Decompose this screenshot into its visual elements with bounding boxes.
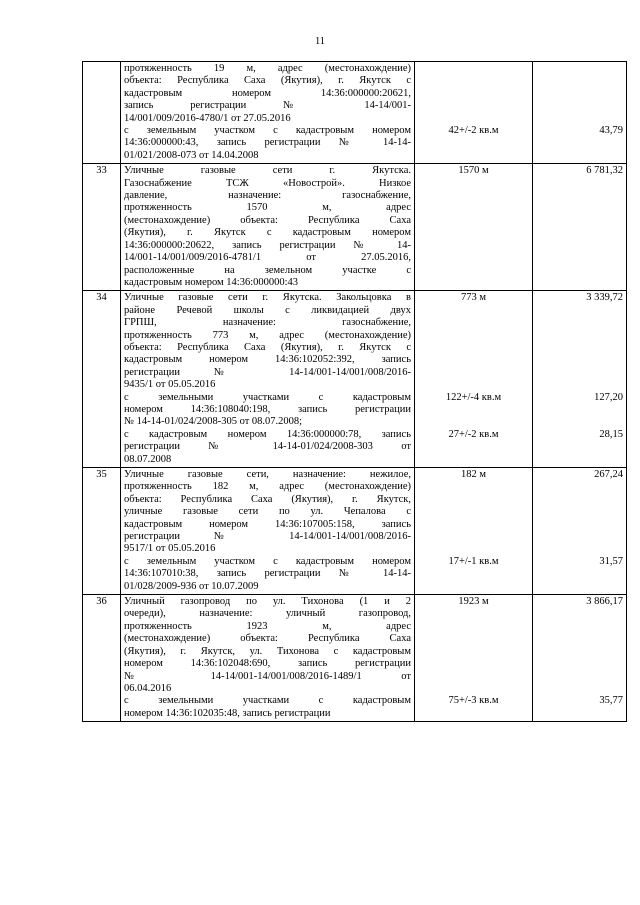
object-value: [533, 62, 627, 164]
description-line: протяженность 1923 м, адрес: [124, 620, 411, 632]
value-line: [536, 63, 623, 75]
object-value: [533, 291, 627, 468]
object-description: [121, 62, 415, 164]
object-description: [121, 164, 415, 291]
description-line: (Якутия), г. Якутск с кадастровым номером: [124, 227, 411, 239]
description-line: расположенные на земельном участке с: [124, 264, 411, 276]
value-line: 31,57: [599, 555, 623, 567]
extent-line: 1923 м: [458, 596, 489, 608]
extent-line: 122+/-4 кв.м: [445, 391, 502, 403]
description-part: [124, 596, 411, 695]
extent-line: 773 м: [460, 292, 487, 304]
table-body: [83, 62, 627, 722]
description-line: 14/001-14/001/009/2016-4781/1 от 27.05.2016,: [124, 252, 411, 264]
description-part: [124, 63, 411, 125]
table-row: [83, 164, 627, 291]
description-line: с земельными участками с кадастровым: [124, 695, 411, 707]
description-line: протяженность 773 м, адрес (местонахождение): [124, 329, 411, 341]
description-line: № 14-14/001-14/001/008/2016-1489/1 от: [124, 670, 411, 682]
description-line: протяженность 1570 м, адрес: [124, 202, 411, 214]
object-description: [121, 595, 415, 722]
description-line: объекта: Республика Саха (Якутия), г. Якутск,: [124, 493, 411, 505]
description-line: номером 14:36:108040:198, запись регистрации: [124, 403, 411, 415]
description-line: 01/021/2008-073 от 14.04.2008: [124, 149, 259, 161]
property-table: [82, 61, 627, 722]
description-line: кадастровым номером 14:36:000000:43: [124, 276, 299, 288]
description-line: 06.04.2016: [124, 682, 172, 694]
description-line: кадастровым номером 14:36:102052:392, запись: [124, 354, 411, 366]
description-line: регистрации № 14-14/001-14/001/008/2016-: [124, 366, 411, 378]
description-line: очереди), назначение: уличный газопровод,: [124, 608, 411, 620]
description-line: запись регистрации № 14-14/001-: [124, 100, 411, 112]
object-extent: [415, 595, 533, 722]
description-line: (Якутия), г. Якутск, ул. Тихонова с кадастровым: [124, 645, 411, 657]
row-number: 35: [83, 468, 121, 595]
description-line: уличные газовые сети по ул. Чепалова с: [124, 506, 411, 518]
object-extent: [415, 164, 533, 291]
description-line: 14:36:107010:38, запись регистрации № 14-14-: [124, 568, 411, 580]
extent-line: 27+/-2 кв.м: [448, 428, 499, 440]
table-row: [83, 468, 627, 595]
description-line: протяженность 19 м, адрес (местонахождение): [124, 63, 411, 74]
table-row: [83, 62, 627, 164]
description-line: кадастровым номером 14:36:000000:20621,: [124, 87, 411, 99]
description-line: Уличные газовые сети г. Якутска. Закольцовка в: [124, 292, 411, 304]
description-line: с земельным участком с кадастровым номером: [124, 125, 411, 137]
description-line: Уличный газопровод по ул. Тихонова (1 и 2: [124, 596, 411, 608]
description-line: регистрации № 14-14/001-14/001/008/2016-: [124, 531, 411, 543]
page-number: 11: [314, 36, 326, 47]
row-number: 33: [83, 164, 121, 291]
table-row: [83, 291, 627, 468]
description-line: 9435/1 от 05.05.2016: [124, 379, 216, 391]
value-line: 127,20: [594, 391, 623, 403]
description-line: с земельными участками с кадастровым: [124, 391, 411, 403]
description-line: ГРПШ, назначение: газоснабжение,: [124, 317, 411, 329]
description-line: районе Речевой школы с ликвидацией двух: [124, 304, 411, 316]
description-line: Газоснабжение ТСЖ «Новострой». Низкое: [124, 177, 411, 189]
value-line: 3 866,17: [586, 596, 623, 608]
description-part: [124, 125, 411, 162]
row-number: [83, 62, 121, 164]
description-line: давление, назначение: газоснабжение,: [124, 190, 411, 202]
description-line: объекта: Республика Саха (Якутия), г. Якутск с: [124, 341, 411, 353]
description-line: 14/001/009/2016-4780/1 от 27.05.2016: [124, 112, 291, 124]
object-extent: [415, 291, 533, 468]
object-extent: [415, 468, 533, 595]
extent-line: 42+/-2 кв.м: [448, 124, 499, 136]
description-part: [124, 165, 411, 289]
table-row: [83, 595, 627, 722]
description-part: [124, 429, 411, 466]
extent-line: 182 м: [460, 469, 487, 480]
object-description: [121, 468, 415, 595]
object-value: [533, 164, 627, 291]
description-line: 14:36:000000:43, запись регистрации № 14-14-: [124, 137, 411, 149]
description-line: (местонахождение) объекта: Республика Саха: [124, 633, 411, 645]
description-line: (местонахождение) объекта: Республика Саха: [124, 214, 411, 226]
description-line: номером 14:36:102035:48, запись регистрации: [124, 707, 331, 719]
extent-line: [418, 63, 529, 75]
value-line: 35,77: [599, 695, 623, 707]
description-line: № 14-14-01/024/2008-305 от 08.07.2008;: [124, 416, 303, 428]
description-line: протяженность 182 м, адрес (местонахождение): [124, 481, 411, 493]
description-part: [124, 556, 411, 593]
object-value: [533, 468, 627, 595]
description-line: объекта: Республика Саха (Якутия), г. Якутск с: [124, 75, 411, 87]
object-description: [121, 291, 415, 468]
description-line: с кадастровым номером 14:36:000000:78, запись: [124, 428, 411, 440]
description-line: Уличные газовые сети г. Якутска.: [124, 165, 411, 177]
description-line: Уличные газовые сети, назначение: нежилое,: [124, 469, 411, 480]
description-part: [124, 469, 411, 556]
extent-line: 17+/-1 кв.м: [448, 555, 499, 567]
description-part: [124, 392, 411, 429]
extent-line: 75+/-3 кв.м: [448, 695, 499, 707]
value-line: 6 781,32: [586, 165, 623, 177]
description-line: 01/028/2009-936 от 10.07.2009: [124, 580, 259, 592]
description-line: регистрации № 14-14-01/024/2008-303 от: [124, 441, 411, 453]
description-line: 08.07.2008: [124, 453, 172, 465]
description-line: с земельным участком с кадастровым номером: [124, 555, 411, 567]
description-part: [124, 292, 411, 391]
description-part: [124, 695, 411, 720]
description-line: номером 14:36:102048:690, запись регистрации: [124, 658, 411, 670]
description-line: 9517/1 от 05.05.2016: [124, 543, 216, 555]
value-line: 43,79: [599, 124, 623, 136]
extent-line: 1570 м: [458, 165, 489, 177]
value-line: 267,24: [594, 469, 623, 480]
object-value: [533, 595, 627, 722]
value-line: 3 339,72: [586, 292, 623, 304]
row-number: 34: [83, 291, 121, 468]
row-number: 36: [83, 595, 121, 722]
description-line: кадастровым номером 14:36:107005:158, запись: [124, 518, 411, 530]
description-line: 14:36:000000:20622, запись регистрации № 14-: [124, 239, 411, 251]
object-extent: [415, 62, 533, 164]
value-line: 28,15: [599, 428, 623, 440]
